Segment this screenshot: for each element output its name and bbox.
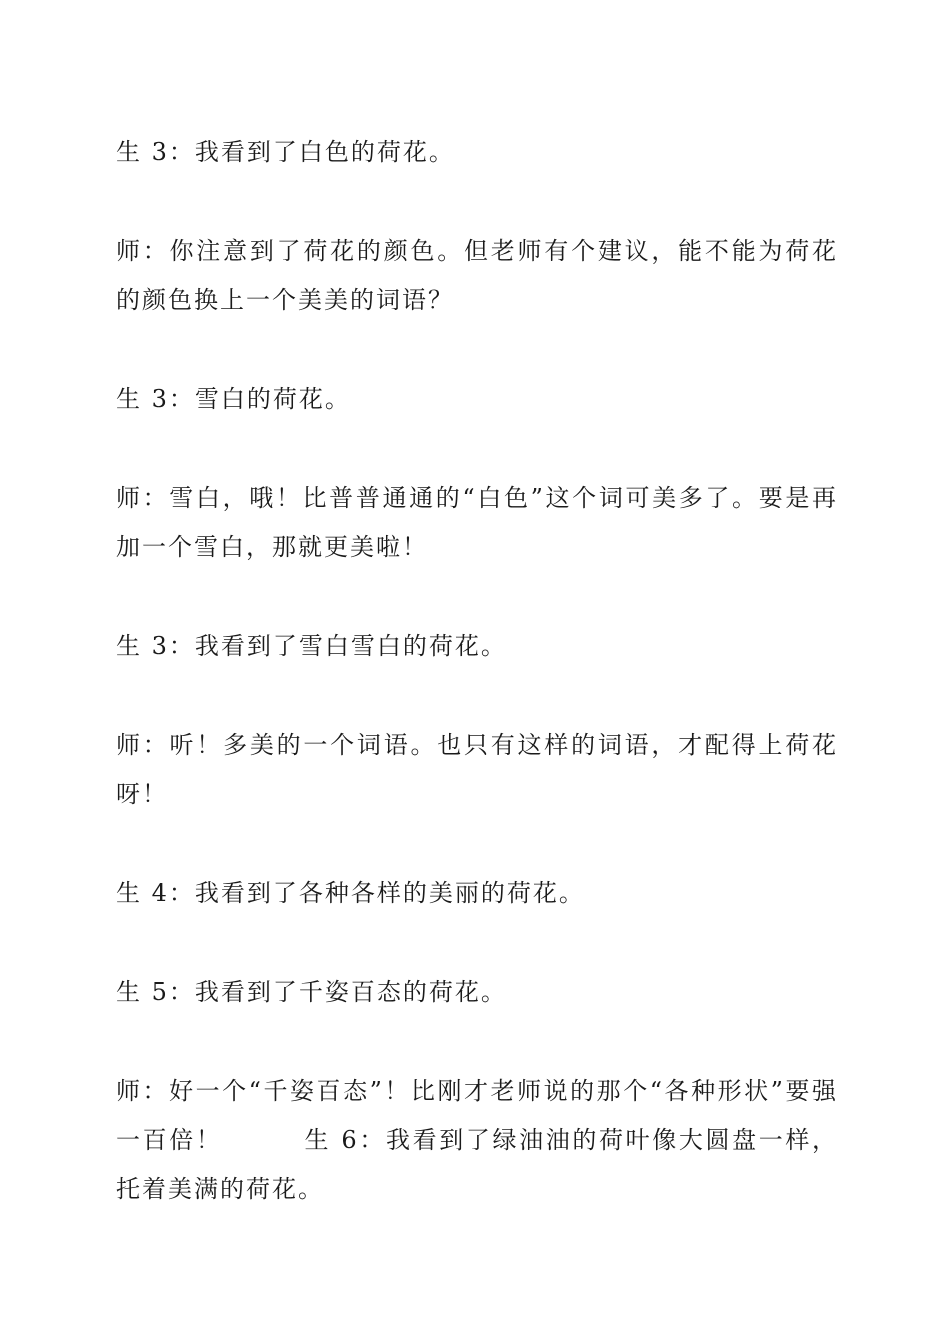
paragraph-gap (116, 424, 838, 474)
paragraph-gap (116, 325, 838, 375)
paragraph-gap (116, 671, 838, 721)
paragraph-student5-graceful: 生 5：我看到了千姿百态的荷花。 (116, 978, 507, 1006)
paragraph-gap (116, 918, 838, 968)
paragraph-teacher-listen: 师：听！多美的一个词语。也只有这样的词语，才配得上荷花呀！ (116, 731, 838, 808)
paragraph-student3-snow-white: 生 3：雪白的荷花。 (116, 385, 351, 413)
paragraph-teacher-snow-white-praise: 师：雪白，哦！比普普通通的“白色”这个词可美多了。要是再加一个雪白，那就更美啦！ (116, 484, 838, 561)
paragraph-student3-snow-white-repeat: 生 3：我看到了雪白雪白的荷花。 (116, 632, 507, 660)
paragraph-gap (116, 819, 838, 869)
paragraph-gap (116, 1017, 838, 1067)
paragraph-teacher-color-suggestion: 师：你注意到了荷花的颜色。但老师有个建议，能不能为荷花的颜色换上一个美美的词语？ (116, 237, 838, 314)
paragraph-teacher-praise-student6: 师：好一个“千姿百态”！比刚才老师说的那个“各种形状”要强一百倍！ 生 6：我看到了绿油油的荷叶像大圆盘一样，托着美满的荷花。 (116, 1077, 838, 1203)
paragraph-student4-various: 生 4：我看到了各种各样的美丽的荷花。 (116, 879, 585, 907)
paragraph-student3-white: 生 3：我看到了白色的荷花。 (116, 138, 455, 166)
paragraph-gap (116, 177, 838, 227)
paragraph-gap (116, 572, 838, 622)
document-body (116, 128, 838, 1214)
